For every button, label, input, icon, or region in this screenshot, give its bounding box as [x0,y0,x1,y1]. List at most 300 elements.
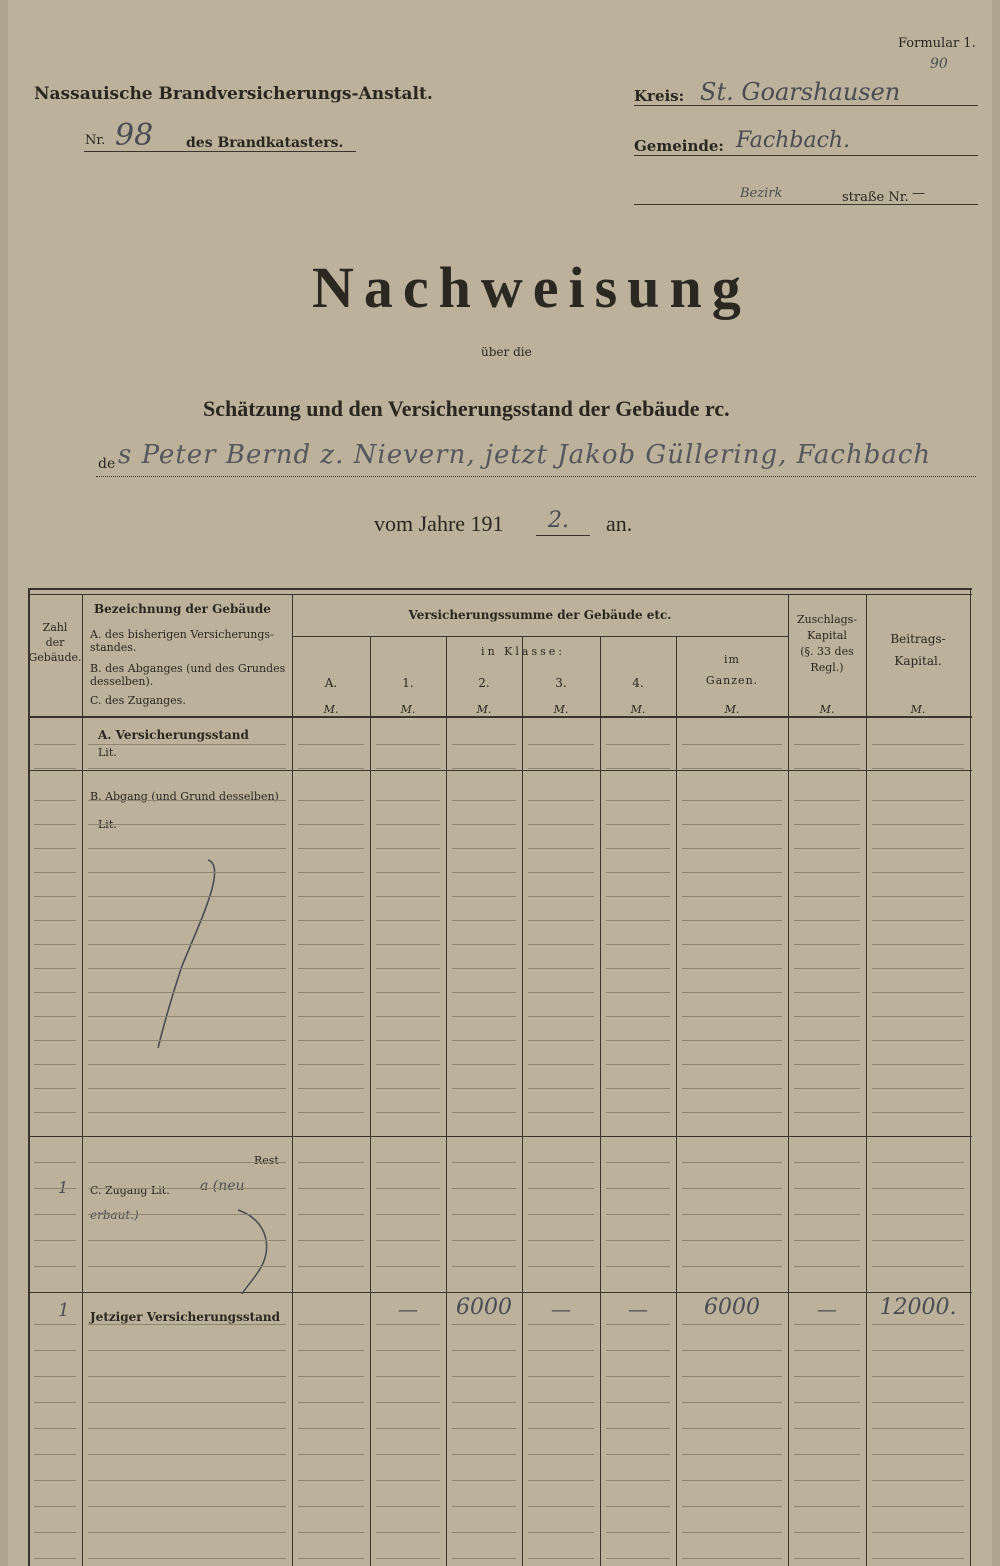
rule-line [528,1088,594,1089]
rule-line [298,1480,364,1481]
rule-line [452,1454,516,1455]
rule-line [376,1112,440,1113]
rule-line [376,1506,440,1507]
rule-line [528,1266,594,1267]
rule-line [606,1240,670,1241]
jetziger-title: Jetziger Versicherungsstand [90,1310,281,1324]
form-number: Formular 1. [898,36,976,51]
klasse-3-header: 3. [555,676,567,690]
rule-line [452,1324,516,1325]
rule-line [34,1558,76,1559]
rule-line [606,1188,670,1189]
rule-line [528,1324,594,1325]
rule-line [872,1532,964,1533]
rule-line [794,1040,860,1041]
section-c-lit-value: a (neu [200,1178,245,1194]
rule-line [872,1558,964,1559]
rule-line [88,944,286,945]
rule-line [606,1428,670,1429]
rule-line [376,1188,440,1189]
rule-line [376,944,440,945]
rule-line [606,872,670,873]
rule-line [794,824,860,825]
rule-line [34,1454,76,1455]
rule-line [452,1532,516,1533]
rule-line [872,872,964,873]
rule-line [794,1532,860,1533]
rule-line [452,1016,516,1017]
rule-line [88,848,286,849]
rule-line [682,1532,782,1533]
rule-line [872,1402,964,1403]
rule-line [682,1454,782,1455]
rule-line [872,1266,964,1267]
rule-line [88,800,286,801]
rule-line [34,1240,76,1241]
rule-line [34,968,76,969]
beitrag-header: Beitrags- Kapital. [890,632,946,668]
rule-line [872,1506,964,1507]
rule-line [34,920,76,921]
rule-line [794,920,860,921]
rule-line [872,1016,964,1017]
section-c-title: C. Zugang Lit. [90,1184,170,1197]
rule-line [452,1376,516,1377]
col-bezeichnung-title: Bezeichnung der Gebäude [94,602,271,616]
rule-line [34,896,76,897]
rule-line [606,1402,670,1403]
unit-beitrag: M. [910,703,926,716]
rule-line [452,1350,516,1351]
rule-line [88,1402,286,1403]
rule-line [88,1350,286,1351]
rule-line [376,1480,440,1481]
rule-line [452,1558,516,1559]
rule-line [682,1088,782,1089]
rule-line [606,1480,670,1481]
section-c-lit-value2: erbaut.) [90,1208,139,1222]
rule-line [88,1428,286,1429]
document-title: Nachweisung [312,255,751,320]
klasse-a-header: A. [324,676,338,690]
rule-line [88,920,286,921]
rule-line [682,1558,782,1559]
rule-line [376,1064,440,1065]
im-ganzen-header: im Ganzen. [705,653,759,687]
rule-line [682,744,782,745]
rule-line [794,1402,860,1403]
rule-line [298,1324,364,1325]
rule-line [88,824,286,825]
rule-line [872,1240,964,1241]
rule-line [528,1112,594,1113]
strasse-prefix: Bezirk [740,186,783,201]
rule-line [34,1162,76,1163]
rule-line [34,1532,76,1533]
rule-line [528,1240,594,1241]
rule-line [872,824,964,825]
rule-line [452,744,516,745]
jetziger-value-1: — [398,1297,418,1321]
rule-line [872,1454,964,1455]
rule-line [794,944,860,945]
rule-line [528,1064,594,1065]
year-value: 2. [548,508,569,533]
rule-line [88,1454,286,1455]
insurance-table [28,588,972,1566]
in-klasse-label: in Klasse: [481,645,565,658]
rule-line [452,1214,516,1215]
rule-line [528,944,594,945]
rule-line [528,1506,594,1507]
strasse-number: — [912,186,925,201]
jetziger-value-4: — [628,1297,648,1321]
rule-line [298,1064,364,1065]
rule-line [606,1558,670,1559]
rule-line [682,768,782,769]
rule-line [376,1350,440,1351]
rule-line [376,1324,440,1325]
rule-line [794,744,860,745]
rule-line [872,768,964,769]
rule-line [606,920,670,921]
rule-line [528,1040,594,1041]
rule-line [34,944,76,945]
rule-line [452,1040,516,1041]
unit-ganzen: M. [724,703,740,716]
rule-line [606,1266,670,1267]
rule-line [682,896,782,897]
rule-line [88,1064,286,1065]
rule-line [298,1428,364,1429]
rule-line [376,968,440,969]
rule-line [794,1506,860,1507]
rule-line [452,824,516,825]
rule-line [528,1454,594,1455]
rule-line [298,1350,364,1351]
rule-line [88,1088,286,1089]
rule-line [794,1162,860,1163]
rule-line [298,920,364,921]
rule-line [298,1532,364,1533]
rule-line [452,768,516,769]
rule-line [794,1558,860,1559]
rule-line [34,1188,76,1189]
rule-line [794,1240,860,1241]
rule-line [528,768,594,769]
jetziger-count: 1 [58,1300,70,1321]
rule-line [88,1266,286,1267]
rule-line [872,920,964,921]
rule-line [298,1376,364,1377]
rule-line [872,1188,964,1189]
rule-line [682,1188,782,1189]
institution-name: Nassauische Brandversicherungs-Anstalt. [34,84,433,104]
rule-line [794,1376,860,1377]
rule-line [298,896,364,897]
rule-line [528,1428,594,1429]
kataster-prefix: Nr. [85,133,106,148]
rule-line [872,744,964,745]
rule-line [88,1162,286,1163]
rule-line [872,1040,964,1041]
rule-line [682,920,782,921]
klasse-2-header: 2. [478,676,490,690]
rule-line [88,968,286,969]
rule-line [376,848,440,849]
rule-line [794,896,860,897]
rule-line [606,1040,670,1041]
rule-line [376,1454,440,1455]
rule-line [452,800,516,801]
rule-line [34,848,76,849]
rule-line [376,1402,440,1403]
rule-line [794,872,860,873]
unit-4: M. [630,703,646,716]
rule-line [452,896,516,897]
section-b-title: B. Abgang (und Grund desselben) [90,790,279,803]
rule-line [528,1480,594,1481]
jetziger-value-beitrag: 12000. [879,1295,957,1320]
rule-line [376,800,440,801]
rule-line [376,992,440,993]
rule-line [88,1480,286,1481]
rule-line [88,1532,286,1533]
rule-line [88,896,286,897]
rule-line [376,1016,440,1017]
col-bezeichnung-b: B. des Abganges (und des Grundes desselben). [90,662,286,688]
rule-line [298,824,364,825]
rule-line [376,1214,440,1215]
unit-zuschlag: M. [819,703,835,716]
rule-line [528,1214,594,1215]
rule-line [682,1112,782,1113]
rule-line [794,768,860,769]
rule-line [88,768,286,769]
section-b-lit: Lit. [98,818,117,831]
rule-line [298,1558,364,1559]
section-a-title: A. Versicherungsstand [98,728,249,742]
rule-line [88,1240,286,1241]
rule-line [682,968,782,969]
rule-line [682,1266,782,1267]
rule-line [528,1402,594,1403]
rule-line [376,824,440,825]
rule-line [376,872,440,873]
rule-line [88,1506,286,1507]
rule-line [452,992,516,993]
rule-line [376,896,440,897]
rule-line [298,744,364,745]
col-bezeichnung-c: C. des Zuganges. [90,694,186,707]
rule-line [872,896,964,897]
rule-line [682,1240,782,1241]
rule-line [88,744,286,745]
owner-prefix: de [98,456,116,472]
rule-line [794,1324,860,1325]
rule-line [452,968,516,969]
rule-line [794,1064,860,1065]
rule-line [606,1376,670,1377]
rule-line [34,824,76,825]
jetziger-value-ganzen: 6000 [704,1295,760,1320]
unit-1: M. [400,703,416,716]
strasse-label: straße Nr. [842,190,909,205]
rule-line [298,768,364,769]
klasse-4-header: 4. [632,676,644,690]
rule-line [34,872,76,873]
rule-line [606,848,670,849]
kreis-label: Kreis: [634,87,685,105]
rule-line [452,872,516,873]
rule-line [88,1112,286,1113]
section-c-rest: Rest [254,1154,279,1167]
rule-line [872,1088,964,1089]
rule-line [528,1350,594,1351]
rule-line [606,1112,670,1113]
rule-line [298,1240,364,1241]
rule-line [606,1162,670,1163]
jetziger-value-zuschlag: — [817,1297,837,1321]
rule-line [376,1040,440,1041]
rule-line [606,1088,670,1089]
rule-line [872,1428,964,1429]
rule-line [682,1402,782,1403]
ueber-die: über die [481,345,532,359]
rule-line [298,848,364,849]
rule-line [376,1240,440,1241]
rule-line [452,1088,516,1089]
rule-line [682,872,782,873]
year-prefix: vom Jahre 191 [374,511,504,536]
rule-line [88,992,286,993]
rule-line [298,1214,364,1215]
rule-line [606,992,670,993]
rule-line [34,1350,76,1351]
rule-line [528,920,594,921]
rule-line [682,800,782,801]
rule-line [794,968,860,969]
rule-line [528,872,594,873]
rule-line [606,744,670,745]
kreis-value: St. Goarshausen [700,78,901,106]
rule-line [298,1162,364,1163]
rule-line [872,848,964,849]
rule-line [682,1214,782,1215]
rule-line [606,944,670,945]
strike-mark [138,856,238,1056]
unit-2: M. [476,703,492,716]
rule-line [452,1402,516,1403]
rule-line [34,1376,76,1377]
rule-line [34,744,76,745]
rule-line [298,992,364,993]
rule-line [606,1350,670,1351]
rule-line [528,1558,594,1559]
rule-line [794,992,860,993]
rule-line [528,1376,594,1377]
rule-line [376,1266,440,1267]
rule-line [794,1214,860,1215]
rule-line [88,1188,286,1189]
rule-line [606,1506,670,1507]
rule-line [88,1214,286,1215]
rule-line [452,1266,516,1267]
rule-line [34,1112,76,1113]
rule-line [682,1162,782,1163]
rule-line [682,1376,782,1377]
rule-line [872,944,964,945]
rule-line [452,1240,516,1241]
rule-line [872,1376,964,1377]
rule-line [34,1428,76,1429]
rule-line [298,1088,364,1089]
rule-line [298,1402,364,1403]
rule-line [298,1016,364,1017]
rule-line [34,800,76,801]
unit-3: M. [553,703,569,716]
rule-line [376,768,440,769]
rule-line [872,1064,964,1065]
rule-line [298,968,364,969]
zuschlag-header: Zuschlags- Kapital (§. 33 des Regl.) [796,613,858,674]
rule-line [606,1016,670,1017]
rule-line [794,848,860,849]
rule-line [682,1480,782,1481]
rule-line [452,1480,516,1481]
rule-line [34,1040,76,1041]
jetziger-value-3: — [551,1297,571,1321]
rule-line [88,1376,286,1377]
klasse-1-header: 1. [402,676,414,690]
rule-line [88,872,286,873]
rule-line [606,1214,670,1215]
rule-line [606,968,670,969]
rule-line [682,824,782,825]
rule-line [682,1064,782,1065]
rule-line [34,1480,76,1481]
year-suffix: an. [606,511,633,536]
rule-line [376,1162,440,1163]
rule-line [528,1162,594,1163]
rule-line [376,1532,440,1533]
rule-line [606,1532,670,1533]
rule-line [872,1214,964,1215]
rule-line [34,992,76,993]
subtitle: Schätzung und den Versicherungsstand der Gebäude rc. [203,396,730,421]
rule-line [682,1350,782,1351]
rule-line [376,1558,440,1559]
rule-line [528,896,594,897]
rule-line [34,1016,76,1017]
rule-line [682,1016,782,1017]
rule-line [452,1112,516,1113]
rule-line [298,944,364,945]
page-mark: 90 [930,56,948,72]
rule-line [298,872,364,873]
rule-line [606,1324,670,1325]
rule-line [606,896,670,897]
unit-a: M. [323,703,339,716]
col-bezeichnung-a: A. des bisherigen Versicherungs-standes. [90,628,274,654]
rule-line [682,848,782,849]
rule-line [872,1112,964,1113]
rule-line [528,1016,594,1017]
rule-line [872,992,964,993]
rule-line [34,1506,76,1507]
rule-line [794,1088,860,1089]
rule-line [452,1162,516,1163]
